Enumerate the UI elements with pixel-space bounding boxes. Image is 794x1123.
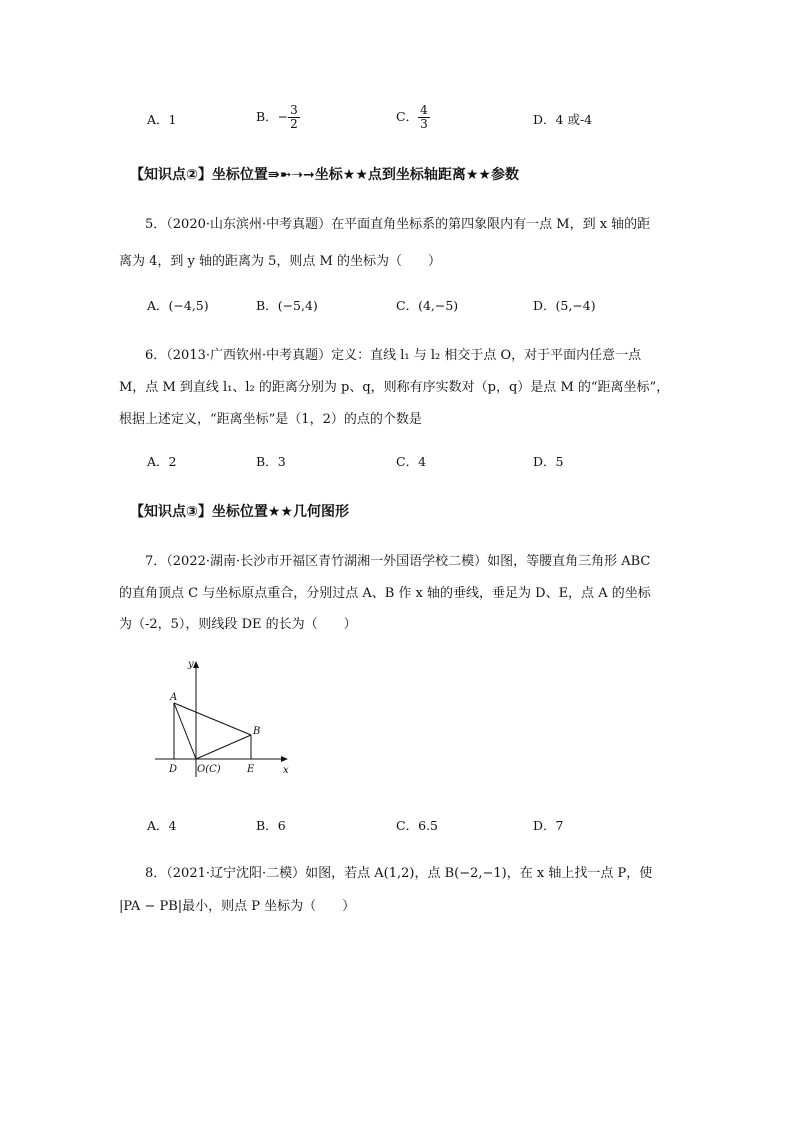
q7-line-2: 的直角顶点 C 与坐标原点重合，分别过点 A、B 作 x 轴的垂线，垂足为 D、E，点 A 的坐标 bbox=[119, 586, 651, 601]
q7-option-b[interactable]: B．6 bbox=[256, 818, 286, 833]
q7-coordinate-figure bbox=[150, 655, 310, 780]
q8-line-1: 8．（2021·辽宁沈阳·二模）如图，若点 A(1,2)，点 B(−2,−1)，在 x 轴上找一点 P，使 bbox=[145, 866, 653, 881]
label-y: y bbox=[188, 659, 194, 670]
label-e: E bbox=[247, 764, 255, 775]
q4-option-a[interactable]: A．1 bbox=[147, 112, 177, 127]
label-b: B bbox=[253, 726, 261, 737]
q6-line-3: 根据上述定义，“距离坐标”是（1，2）的点的个数是 bbox=[119, 412, 422, 427]
q7-line-3: 为（-2，5），则线段 DE 的长为（ ） bbox=[119, 617, 357, 632]
segment-AB bbox=[174, 703, 251, 735]
q5-options bbox=[0, 296, 794, 326]
section-heading-2: 【知识点②】坐标位置⇛➼➝➞坐标★★点到坐标轴距离★★参数 bbox=[130, 167, 519, 183]
q8-line-2: |PA − PB|最小，则点 P 坐标为（ ） bbox=[119, 899, 356, 914]
q5-line-2: 离为 4，到 y 轴的距离为 5，则点 M 的坐标为（ ） bbox=[119, 254, 441, 269]
q7-line-1: 7．（2022·湖南·长沙市开福区青竹湖湘一外国语学校二模）如图，等腰直角三角形 ABC bbox=[145, 554, 651, 569]
q6-option-a[interactable]: A．2 bbox=[147, 454, 177, 469]
q5-option-b[interactable]: B．(−5,4) bbox=[256, 298, 318, 313]
q4-options bbox=[0, 104, 794, 134]
q6-option-c[interactable]: C．4 bbox=[396, 454, 427, 469]
q6-options bbox=[0, 452, 794, 482]
label-x: x bbox=[283, 765, 289, 776]
q7-option-a[interactable]: A．4 bbox=[147, 818, 177, 833]
q7-options bbox=[0, 816, 794, 846]
fraction: $\frac{3}{2}$ bbox=[290, 103, 298, 131]
q5-option-a[interactable]: A．(−4,5) bbox=[147, 298, 209, 313]
segment-AO bbox=[174, 703, 196, 759]
fraction: $\frac{4}{3}$ bbox=[420, 103, 428, 131]
q4-option-c[interactable]: C． $\frac{4}{3}$ bbox=[396, 103, 428, 131]
q6-option-d[interactable]: D．5 bbox=[533, 454, 564, 469]
q5-option-d[interactable]: D．(5,−4) bbox=[533, 298, 596, 313]
q5-option-c[interactable]: C．(4,−5) bbox=[396, 298, 459, 313]
section-heading-3: 【知识点③】坐标位置★★几何图形 bbox=[130, 504, 349, 520]
y-axis-arrow bbox=[193, 661, 199, 668]
label-o: O(C) bbox=[197, 764, 221, 775]
segment-BO bbox=[196, 735, 251, 759]
q4-option-b[interactable]: B．− $\frac{3}{2}$ bbox=[256, 103, 298, 131]
x-axis-arrow bbox=[281, 756, 288, 762]
q4-option-d[interactable]: D．4 或-4 bbox=[533, 112, 593, 127]
q7-option-d[interactable]: D．7 bbox=[533, 818, 564, 833]
q6-option-b[interactable]: B．3 bbox=[256, 454, 286, 469]
label-a: A bbox=[170, 692, 178, 703]
q6-line-2: M，点 M 到直线 l₁、l₂ 的距离分别为 p、q，则称有序实数对（p，q）是点 M 的“距离坐标”， bbox=[119, 380, 670, 395]
q7-option-c[interactable]: C．6.5 bbox=[396, 818, 438, 833]
q6-line-1: 6．（2013·广西钦州·中考真题）定义：直线 l₁ 与 l₂ 相交于点 O，对于平面内任意一点 bbox=[145, 348, 642, 363]
q5-line-1: 5．（2020·山东滨州·中考真题）在平面直角坐标系的第四象限内有一点 M，到 x 轴的距 bbox=[145, 217, 651, 232]
label-d: D bbox=[169, 764, 178, 775]
